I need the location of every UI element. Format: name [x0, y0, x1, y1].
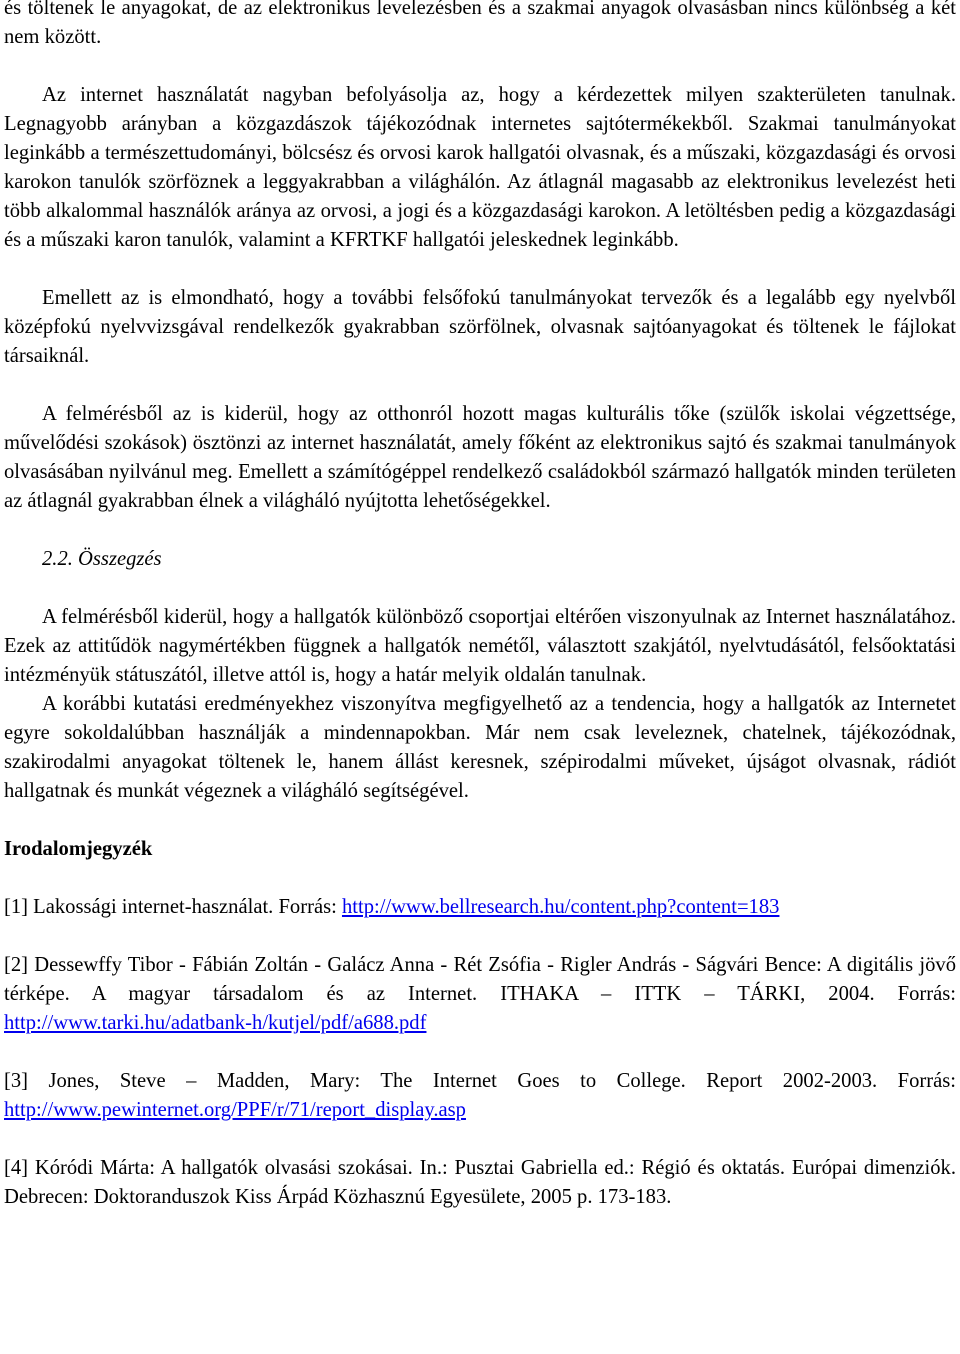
reference-item-4 [4, 1154, 956, 1212]
reference-text: [1] Lakossági internet-használat. Forrás: [4, 896, 342, 918]
bibliography-heading: Irodalomjegyzék [4, 838, 153, 860]
reference-link[interactable]: http://www.pewinternet.org/PPF/r/71/report_display.asp [4, 1099, 466, 1121]
paragraph-cultural-capital: A felmérésből az is kiderül, hogy az otthonról hozott magas kulturális tőke (szülők iskolai végzettsége, művelődési szokások) ösztönzi az internet használatát, amely főként az elektronikus sajtó és szakmai tanulmányok olvasásában nyilvánul meg. Emellett a számítógéppel rendelkező családokból származó hallgatók minden területen az átlagnál gyakrabban élnek a világháló nyújtotta lehetőségekkel. [4, 403, 956, 512]
paragraph-language-skills: Emellett az is elmondható, hogy a további felsőfokú tanulmányokat tervezők és a legalább egy nyelvből középfokú nyelvvizsgával rendelkezők gyakrabban szörfölnek, olvasnak sajtóanyagokat és töltenek le fájlokat társaiknál. [4, 287, 956, 367]
summary-paragraph-2: A korábbi kutatási eredményekhez viszonyítva megfigyelhető az a tendencia, hogy a hallgatók az Internetet egyre sokoldalúbban használják a mindennapokban. Már nem csak leveleznek, chatelnek, tájékozódnak, szakirodalmi anyagokat töltenek le, hanem állást keresnek, szépirodalmi műveket, újságot olvasnak, rádiót hallgatnak és munkát végeznek a világháló segítségével. [4, 693, 956, 802]
summary-paragraph-1: A felmérésből kiderül, hogy a hallgatók különböző csoportjai eltérően viszonyulnak az Internet használatához. Ezek az attitűdök nagymértékben függnek a hallgatók nemétől, választott szakjától, nyelvtudásától, felsőoktatási intézményük státuszától, illetve attól is, hogy a határ melyik oldalán tanulnak. [4, 606, 956, 686]
reference-text: [4] Kóródi Márta: A hallgatók olvasási szokásai. In.: Pusztai Gabriella ed.: Régió és oktatás. Európai dimenziók. Debrecen: Doktoranduszok Kiss Árpád Közhasznú Egyesülete, 2005 p. 173-183. [4, 1157, 956, 1208]
reference-text: [3] Jones, Steve – Madden, Mary: The Internet Goes to College. Report 2002-2003. Forrás: [4, 1070, 956, 1092]
reference-text: [2] Dessewffy Tibor - Fábián Zoltán - Galácz Anna - Rét Zsófia - Rigler András - Ságvári Bence: A digitális jövő térképe. A magyar társadalom és az Internet. ITHAKA – ITTK – TÁRKI, 2004. Forrás: [4, 954, 956, 1005]
document-page [4, 0, 956, 1212]
reference-item-2 [4, 951, 956, 1038]
reference-item-3 [4, 1067, 956, 1125]
reference-item-1 [4, 893, 956, 922]
reference-link[interactable]: http://www.bellresearch.hu/content.php?content=183 [341, 896, 780, 918]
section-heading: 2.2. Összegzés [42, 548, 162, 570]
paragraph-specialization: Az internet használatát nagyban befolyásolja az, hogy a kérdezettek milyen szakterületen tanulnak. Legnagyobb arányban a közgazdászok tájékozódnak internetes sajtótermékekből. Szakmai tanulmányokat leginkább a természettudományi, bölcsész és orvosi karok hallgatói olvasnak, és a műszaki, közgazdasági és orvosi karokon tanulók szörföznek a leggyakrabban a világhálón. Az átlagnál magasabb az elektronikus levelezést heti több alkalommal használók aránya az orvosi, a jogi és a közgazdasági karokon. A letöltésben pedig a közgazdasági és a műszaki karon tanulók, valamint a KFRTKF hallgatói jeleskednek leginkább. [4, 84, 956, 251]
paragraph-continued: és töltenek le anyagokat, de az elektronikus levelezésben és a szakmai anyagok olvasásban nincs különbség a két nem között. [4, 0, 956, 48]
reference-link[interactable]: http://www.tarki.hu/adatbank-h/kutjel/pdf/a688.pdf [4, 1012, 427, 1034]
